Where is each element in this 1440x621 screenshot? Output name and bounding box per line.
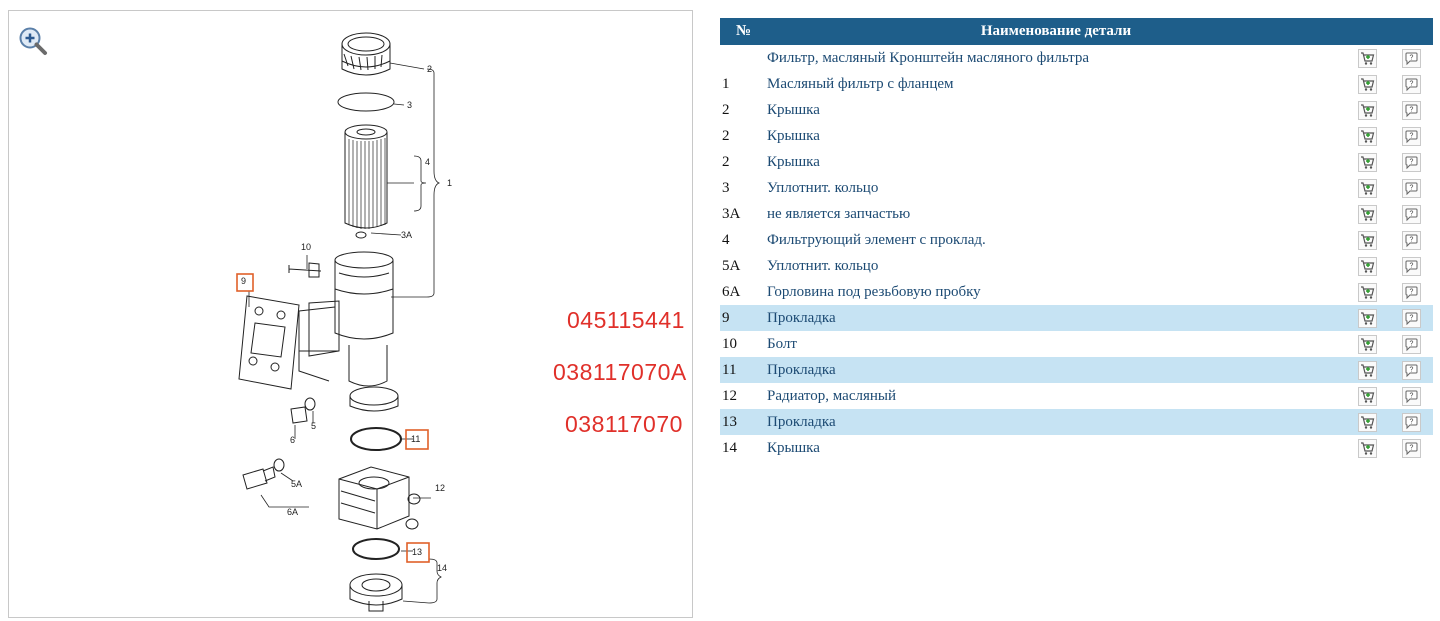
row-number bbox=[720, 45, 767, 71]
cart-icon[interactable] bbox=[1358, 387, 1377, 406]
row-part-name[interactable]: не является запчастью bbox=[767, 205, 911, 222]
table-row[interactable] bbox=[720, 383, 1433, 409]
row-part-name[interactable]: Крышка bbox=[767, 127, 820, 144]
table-row[interactable] bbox=[720, 305, 1433, 331]
row-number: 6A bbox=[722, 283, 741, 300]
svg-text:?: ? bbox=[1409, 80, 1413, 88]
row-number: 12 bbox=[722, 387, 737, 404]
part-number-038117070: 038117070 bbox=[565, 411, 683, 437]
row-part-name[interactable]: Горловина под резьбовую пробку bbox=[767, 283, 981, 300]
info-icon[interactable] bbox=[1402, 205, 1421, 224]
row-part-name[interactable]: Прокладка bbox=[767, 409, 1345, 435]
table-row[interactable] bbox=[720, 331, 1433, 357]
callout-13[interactable]: 13 bbox=[412, 547, 423, 557]
svg-text:?: ? bbox=[1409, 210, 1413, 218]
cap-part bbox=[342, 33, 390, 75]
table-header-row bbox=[720, 18, 1433, 45]
row-number: 4 bbox=[722, 231, 730, 248]
cart-icon[interactable] bbox=[1358, 231, 1377, 250]
cart-icon[interactable] bbox=[1358, 413, 1377, 432]
table-row[interactable] bbox=[720, 357, 1433, 383]
row-part-name[interactable]: Уплотнит. кольцо bbox=[767, 257, 879, 274]
part-number-045115441: 045115441 bbox=[567, 307, 685, 333]
column-header-name: Наименование детали bbox=[767, 18, 1345, 45]
diagram-panel bbox=[8, 10, 693, 618]
callout-2: 2 bbox=[427, 64, 433, 74]
svg-text:?: ? bbox=[1409, 366, 1413, 374]
row-part-name[interactable]: Крышка bbox=[767, 101, 820, 118]
info-icon[interactable] bbox=[1402, 231, 1421, 250]
info-icon[interactable] bbox=[1402, 49, 1421, 68]
callout-9[interactable]: 9 bbox=[241, 276, 247, 286]
callout-6a: 6A bbox=[287, 507, 299, 517]
gasket-part-13 bbox=[353, 539, 399, 559]
cart-icon[interactable] bbox=[1358, 257, 1377, 276]
bottom-cap-part bbox=[350, 574, 402, 611]
row-number: 1 bbox=[722, 75, 730, 92]
filter-housing bbox=[299, 252, 398, 411]
row-number: 2 bbox=[722, 101, 730, 118]
row-part-name[interactable]: Прокладка bbox=[767, 357, 1345, 383]
cart-icon[interactable] bbox=[1358, 283, 1377, 302]
info-icon[interactable] bbox=[1402, 335, 1421, 354]
svg-text:?: ? bbox=[1409, 158, 1413, 166]
svg-text:?: ? bbox=[1409, 132, 1413, 140]
gasket-part-11 bbox=[351, 428, 401, 450]
callout-6: 6 bbox=[290, 435, 296, 445]
info-icon[interactable] bbox=[1402, 413, 1421, 432]
cart-icon[interactable] bbox=[1358, 205, 1377, 224]
row-number: 2 bbox=[722, 127, 730, 144]
row-part-name[interactable]: Прокладка bbox=[767, 305, 1345, 331]
table-row[interactable] bbox=[720, 149, 1433, 175]
table-row[interactable] bbox=[720, 253, 1433, 279]
cart-icon[interactable] bbox=[1358, 49, 1377, 68]
row-part-name[interactable]: Фильтр, масляный Кронштейн масляного фильтра bbox=[767, 49, 1089, 66]
cart-icon[interactable] bbox=[1358, 127, 1377, 146]
row-number: 5A bbox=[722, 257, 741, 274]
row-number: 3 bbox=[722, 179, 730, 196]
svg-text:?: ? bbox=[1409, 106, 1413, 114]
row-number: 14 bbox=[722, 439, 737, 456]
row-number: 2 bbox=[722, 153, 730, 170]
callout-3a: 3A bbox=[401, 230, 413, 240]
row-number: 9 bbox=[720, 305, 767, 331]
info-icon[interactable] bbox=[1402, 127, 1421, 146]
row-part-name[interactable]: Уплотнит. кольцо bbox=[767, 179, 879, 196]
table-row[interactable] bbox=[720, 409, 1433, 435]
svg-text:?: ? bbox=[1409, 444, 1413, 452]
table-row[interactable] bbox=[720, 45, 1433, 71]
ring-part-3a bbox=[356, 232, 366, 238]
table-row[interactable] bbox=[720, 97, 1433, 123]
callout-5: 5 bbox=[311, 421, 317, 431]
row-part-name[interactable]: Масляный фильтр с фланцем bbox=[767, 75, 954, 92]
row-number: 10 bbox=[722, 335, 737, 352]
svg-text:?: ? bbox=[1409, 288, 1413, 296]
svg-text:?: ? bbox=[1409, 340, 1413, 348]
cart-icon[interactable] bbox=[1358, 179, 1377, 198]
cart-icon[interactable] bbox=[1358, 335, 1377, 354]
row-number: 11 bbox=[720, 357, 767, 383]
info-icon[interactable] bbox=[1402, 257, 1421, 276]
info-icon[interactable] bbox=[1402, 283, 1421, 302]
table-row[interactable] bbox=[720, 435, 1433, 461]
svg-text:?: ? bbox=[1409, 262, 1413, 270]
svg-text:?: ? bbox=[1409, 418, 1413, 426]
table-row[interactable] bbox=[720, 123, 1433, 149]
filter-element bbox=[345, 125, 387, 229]
info-icon[interactable] bbox=[1402, 309, 1421, 328]
callout-10: 10 bbox=[301, 242, 312, 252]
svg-text:?: ? bbox=[1409, 54, 1413, 62]
parts-table-body bbox=[720, 45, 1433, 461]
cart-icon[interactable] bbox=[1358, 361, 1377, 380]
bolt-part bbox=[289, 263, 321, 277]
callout-4: 4 bbox=[425, 157, 431, 167]
callout-5a: 5A bbox=[291, 479, 303, 489]
cart-icon[interactable] bbox=[1358, 439, 1377, 458]
info-icon[interactable] bbox=[1402, 439, 1421, 458]
svg-text:?: ? bbox=[1409, 314, 1413, 322]
row-part-name[interactable]: Радиатор, масляный bbox=[767, 387, 897, 404]
callout-14: 14 bbox=[437, 563, 448, 573]
row-part-name[interactable]: Крышка bbox=[767, 153, 820, 170]
callout-3: 3 bbox=[407, 100, 413, 110]
table-row[interactable] bbox=[720, 175, 1433, 201]
part-number-038117070a: 038117070A bbox=[553, 359, 687, 385]
row-part-name[interactable]: Фильтрующий элемент с проклад. bbox=[767, 231, 986, 248]
info-icon[interactable] bbox=[1402, 75, 1421, 94]
callout-12: 12 bbox=[435, 483, 446, 493]
callout-1: 1 bbox=[447, 178, 453, 188]
info-icon[interactable] bbox=[1402, 101, 1421, 120]
cart-icon[interactable] bbox=[1358, 309, 1377, 328]
cart-icon[interactable] bbox=[1358, 101, 1377, 120]
info-icon[interactable] bbox=[1402, 153, 1421, 172]
ring-part-3 bbox=[338, 93, 394, 111]
sender-part-6a bbox=[243, 459, 284, 489]
parts-table bbox=[720, 18, 1433, 461]
row-number: 13 bbox=[720, 409, 767, 435]
row-number: 3A bbox=[722, 205, 741, 222]
cart-icon[interactable] bbox=[1358, 75, 1377, 94]
row-part-name[interactable]: Болт bbox=[767, 335, 797, 352]
info-icon[interactable] bbox=[1402, 179, 1421, 198]
info-icon[interactable] bbox=[1402, 361, 1421, 380]
table-row[interactable] bbox=[720, 71, 1433, 97]
gasket-part-9 bbox=[239, 296, 299, 389]
table-row[interactable] bbox=[720, 279, 1433, 305]
info-icon[interactable] bbox=[1402, 387, 1421, 406]
cart-icon[interactable] bbox=[1358, 153, 1377, 172]
highlight-boxes bbox=[237, 274, 429, 562]
plug-part-6 bbox=[291, 398, 315, 423]
svg-text:?: ? bbox=[1409, 236, 1413, 244]
row-part-name[interactable]: Крышка bbox=[767, 439, 820, 456]
column-header-number: № bbox=[720, 18, 767, 45]
table-row[interactable] bbox=[720, 201, 1433, 227]
oil-cooler-part bbox=[339, 467, 420, 529]
table-row[interactable] bbox=[720, 227, 1433, 253]
svg-text:?: ? bbox=[1409, 392, 1413, 400]
svg-text:?: ? bbox=[1409, 184, 1413, 192]
callout-11[interactable]: 11 bbox=[411, 434, 421, 444]
